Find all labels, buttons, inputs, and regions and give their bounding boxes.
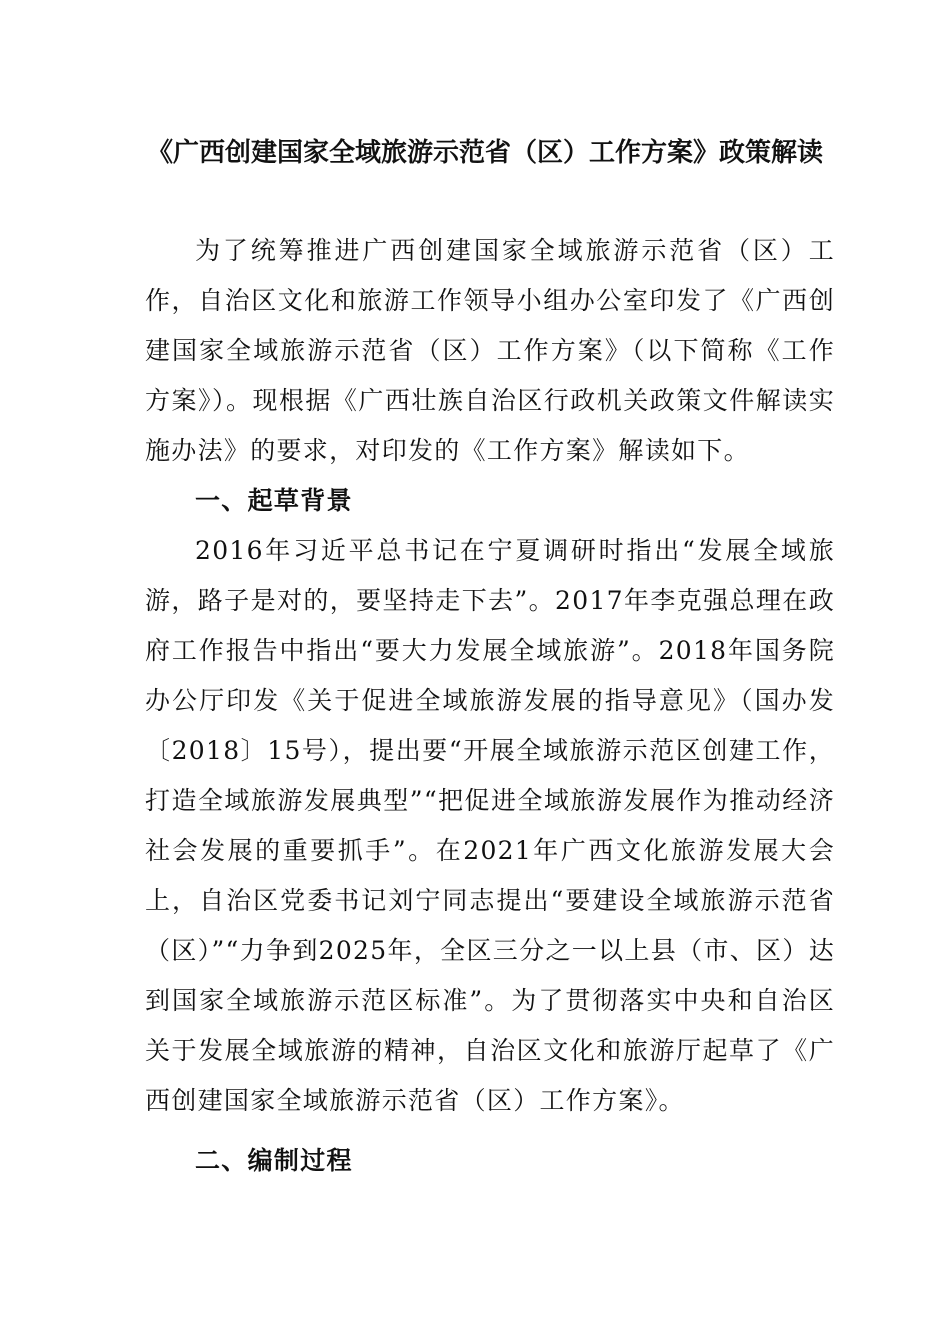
background-paragraph: 2016年习近平总书记在宁夏调研时指出“发展全域旅游，路子是对的，要坚持走下去”。2017年李克强总理在政府工作报告中指出“要大力发展全域旅游”。2018年国务院办公厅印发《关于促进全域旅游发展的指导意见》（国办发〔2018〕15号），提出要“开展全域旅游示范区创建工作，打造全域旅游发展典型”“把促进全域旅游发展作为推动经济社会发展的重要抓手”。在2021年广西文化旅游发展大会上，自治区党委书记刘宁同志提出“要建设全域旅游示范省（区）”“力争到2025年，全区三分之一以上县（市、区）达到国家全域旅游示范区标准”。为了贯彻落实中央和自治区关于发展全域旅游的精神，自治区文化和旅游厅起草了《广西创建国家全域旅游示范省（区）工作方案》。 bbox=[145, 536, 835, 1115]
intro-paragraph: 为了统筹推进广西创建国家全域旅游示范省（区）工作，自治区文化和旅游工作领导小组办公室印发了《广西创建国家全域旅游示范省（区）工作方案》（以下简称《工作方案》）。现根据《广西壮族自治区行政机关政策文件解读实施办法》的要求，对印发的《工作方案》解读如下。 bbox=[145, 236, 835, 465]
document-title: 《广西创建国家全域旅游示范省（区）工作方案》政策解读 bbox=[146, 138, 823, 168]
section-spacer bbox=[145, 1126, 835, 1136]
section-heading-background: 一、起草背景 bbox=[195, 486, 353, 515]
document-body bbox=[145, 226, 835, 1186]
section-heading-process: 二、编制过程 bbox=[195, 1146, 353, 1175]
